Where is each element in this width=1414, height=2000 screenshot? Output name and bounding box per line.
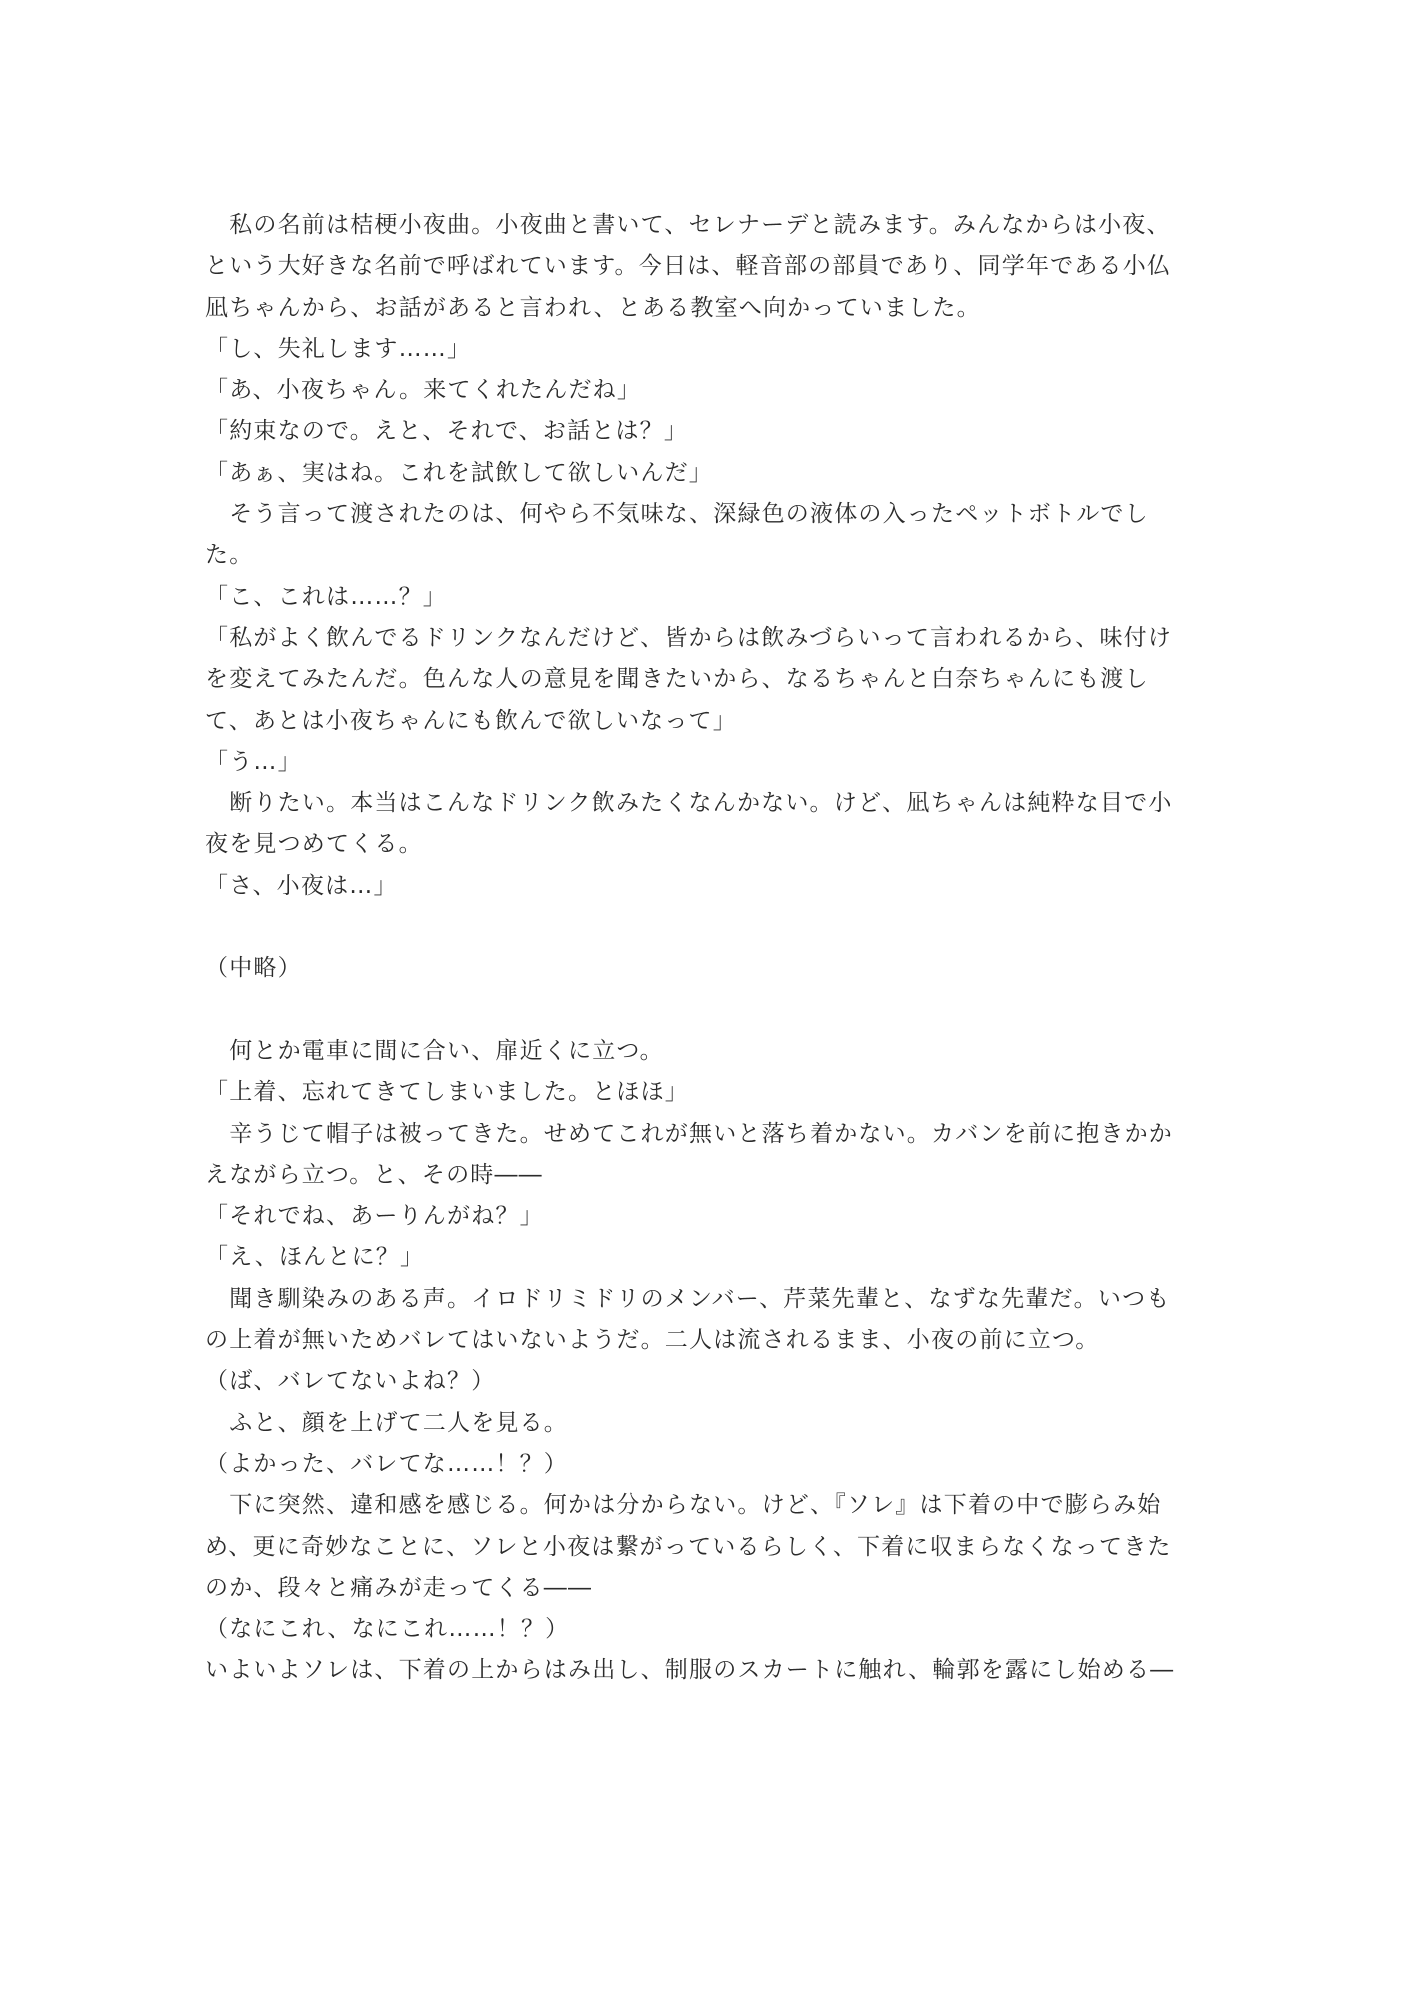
- dialogue-line: て、あとは小夜ちゃんにも飲んで欲しいなって」: [205, 707, 737, 734]
- thought-line: （ば、バレてないよね？）: [205, 1368, 496, 1395]
- text-line: 辛うじて帽子は被ってきた。せめてこれが無いと落ち着かない。カバンを前に抱きかか: [205, 1120, 1173, 1147]
- text-line: えながら立つ。と、その時――: [205, 1161, 543, 1188]
- dialogue-line: 「し、失礼します……」: [205, 335, 472, 362]
- text-line: の上着が無いためバレてはいないようだ。二人は流されるまま、小夜の前に立つ。: [205, 1327, 1100, 1354]
- section-break: （中略）: [205, 955, 302, 982]
- text-line: ふと、顔を上げて二人を見る。: [205, 1409, 568, 1436]
- dialogue-line: 「私がよく飲んでるドリンクなんだけど、皆からは飲みづらいって言われるから、味付け: [205, 624, 1173, 651]
- dialogue-line: 「さ、小夜は…」: [205, 872, 398, 899]
- dialogue-line: 「こ、これは……？」: [205, 583, 447, 610]
- dialogue-line: 「それでね、あーりんがね？」: [205, 1203, 544, 1230]
- text-line: 断りたい。本当はこんなドリンク飲みたくなんかない。けど、凪ちゃんは純粋な目で小: [205, 790, 1173, 817]
- text-line: という大好きな名前で呼ばれています。今日は、軽音部の部員であり、同学年である小仏: [205, 253, 1172, 280]
- text-line: いよいよソレは、下着の上からはみ出し、制服のスカートに触れ、輪郭を露にし始める―: [205, 1657, 1175, 1684]
- text-line: 夜を見つめてくる。: [205, 831, 423, 858]
- text-line: た。: [205, 542, 254, 569]
- text-line: 聞き馴染みのある声。イロドリミドリのメンバー、芹菜先輩と、なずな先輩だ。いつも: [205, 1285, 1171, 1312]
- text-line: のか、段々と痛みが走ってくる――: [205, 1574, 593, 1601]
- dialogue-line: 「約束なので。えと、それで、お話とは？」: [205, 418, 689, 445]
- dialogue-line: 「え、ほんとに？」: [205, 1244, 425, 1271]
- text-line: 私の名前は桔梗小夜曲。小夜曲と書いて、セレナーデと読みます。みんなからは小夜、: [205, 212, 1171, 238]
- text-line: そう言って渡されたのは、何やら不気味な、深緑色の液体の入ったペットボトルでし: [205, 501, 1149, 528]
- text-line: め、更に奇妙なことに、ソレと小夜は繋がっているらしく、下着に収まらなくなってきた: [205, 1533, 1172, 1560]
- blank-line: [205, 907, 1215, 948]
- thought-line: （よかった、バレてな……！？）: [205, 1450, 568, 1477]
- dialogue-line: 「あ、小夜ちゃん。来てくれたんだね」: [205, 377, 642, 404]
- dialogue-line: 「う…」: [205, 748, 302, 775]
- dialogue-line: を変えてみたんだ。色んな人の意見を聞きたいから、なるちゃんと白奈ちゃんにも渡し: [205, 666, 1149, 693]
- text-line: 下に突然、違和感を感じる。何かは分からない。けど、『ソレ』は下着の中で膨らみ始: [205, 1492, 1162, 1519]
- thought-line: （なにこれ、なにこれ……！？）: [205, 1616, 570, 1643]
- story-text: [205, 205, 1215, 1692]
- blank-line: [205, 990, 1215, 1031]
- text-line: 凪ちゃんから、お話があると言われ、とある教室へ向かっていました。: [205, 294, 981, 321]
- text-line: 何とか電車に間に合い、扉近くに立つ。: [205, 1037, 664, 1064]
- dialogue-line: 「あぁ、実はね。これを試飲して欲しいんだ」: [205, 459, 713, 486]
- dialogue-line: 「上着、忘れてきてしまいました。とほほ」: [205, 1079, 689, 1106]
